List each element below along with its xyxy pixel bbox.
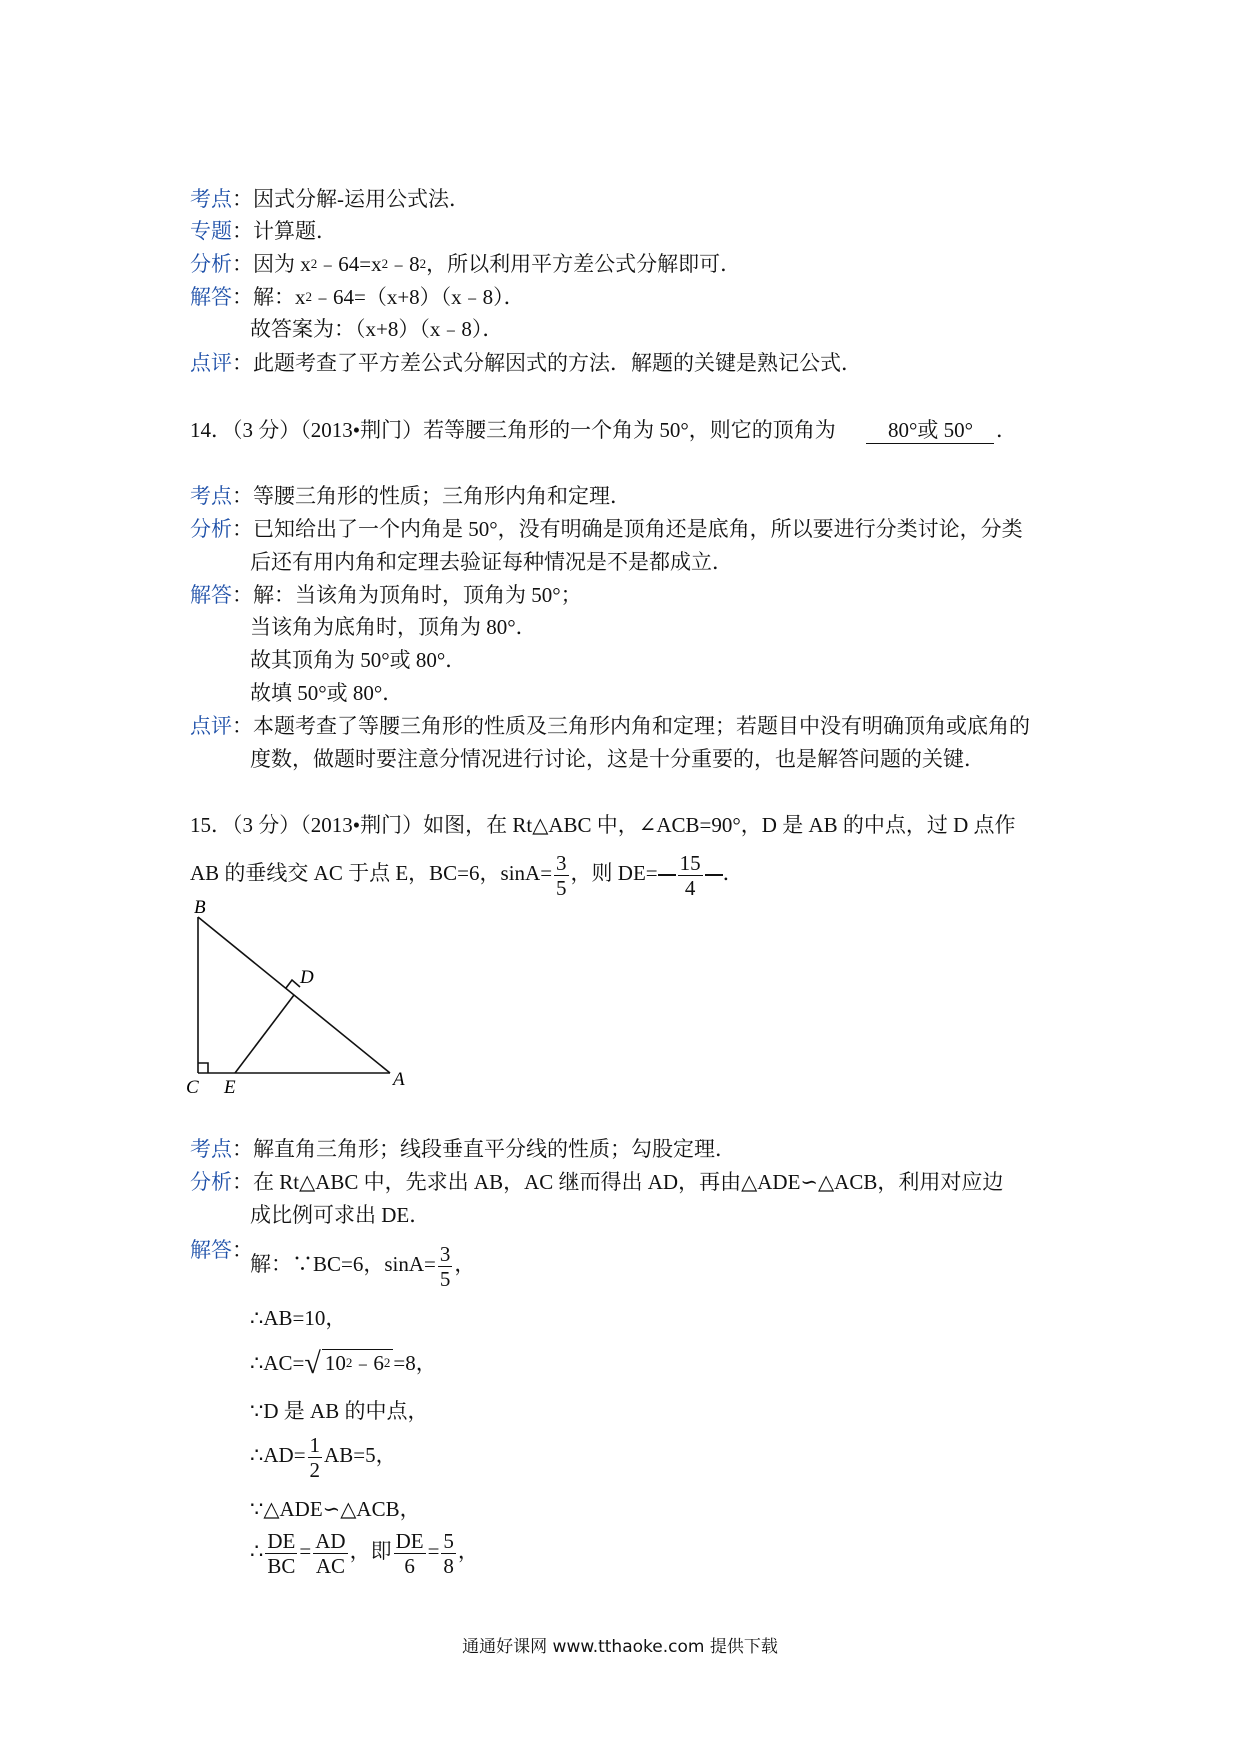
q15-step-2: ∴AB=10， xyxy=(250,1306,347,1330)
label-kaodian: 考点 xyxy=(190,1137,232,1161)
label-kaodian: 考点 xyxy=(190,484,232,508)
label-fenxi: 分析 xyxy=(190,252,232,276)
q15-answer-fraction: $\frac{15}{4}$ xyxy=(679,850,701,900)
q14-kaodian: 考点：等腰三角形的性质；三角形内角和定理． xyxy=(190,484,631,508)
q15-stem-1: 15．（3 分）（2013•荆门）如图，在 Rt△ABC 中，∠ACB=90°，D 是 AB 的中点，过 D 点作 xyxy=(190,813,1016,837)
q13-zhuanti: 专题：计算题． xyxy=(190,219,337,243)
q14-answer: 80°或 50° xyxy=(888,418,974,442)
q15-step-6: ∵△ADE∽△ACB， xyxy=(250,1497,421,1521)
q13-fenxi: 分析：因为 $x^2﹣64=x^2﹣8^2$，所以利用平方差公式分解即可． xyxy=(190,252,742,276)
q14-dianping-2: 度数，做题时要注意分情况进行讨论，这是十分重要的，也是解答问题的关键． xyxy=(250,747,985,771)
q13-answer-line: 故答案为：（x+8）（x﹣8）． xyxy=(250,317,504,341)
q14-fenxi: 分析：已知给出了一个内角是 50°，没有明确是顶角还是底角，所以要进行分类讨论，分类 xyxy=(190,517,1023,541)
q13-dianping: 点评：此题考查了平方差公式分解因式的方法．解题的关键是熟记公式． xyxy=(190,351,862,375)
label-E: E xyxy=(224,1077,236,1095)
q15-step-7: ∴ $\frac{DE}{BC}$ = $\frac{AD}{AC}$ ，即 $\frac{DE}{6}$ = $\frac{5}{8}$ ， xyxy=(250,1528,479,1578)
label-dianping: 点评 xyxy=(190,714,232,738)
q14-jieda-4: 故填 50°或 80°． xyxy=(250,681,404,705)
q14-jieda-2: 当该角为底角时，顶角为 80°． xyxy=(250,615,537,639)
triangle-figure xyxy=(180,895,420,1095)
q14-dianping: 点评：本题考查了等腰三角形的性质及三角形内角和定理；若题目中没有明确顶角或底角的 xyxy=(190,714,1030,738)
q15-step-3: ∴AC=√ $10^2﹣6^2 =8$， xyxy=(250,1347,437,1380)
q15-step-4: ∵D 是 AB 的中点， xyxy=(250,1399,429,1423)
q14-jieda: 解答：解：当该角为顶角时，顶角为 50°； xyxy=(190,583,582,607)
q13-kaodian: 考点：因式分解-运用公式法． xyxy=(190,187,470,211)
right-angle-D xyxy=(286,980,300,988)
q14-stem-end: ． xyxy=(996,418,1017,442)
label-jieda: 解答 xyxy=(190,285,232,309)
q15-stem-2: AB 的垂线交 AC 于点 E，BC=6，sinA= $\frac{3}{5}$ ，则 DE= $\frac{15}{4}$ ． xyxy=(190,850,744,900)
q15-jieda-label: 解答： xyxy=(190,1238,253,1262)
right-angle-C xyxy=(198,1063,208,1073)
label-jieda: 解答 xyxy=(190,1238,232,1262)
q13-jieda: 解答：解：$x^2﹣64=(x+8)(x﹣8)$． xyxy=(190,285,525,309)
q15-fenxi-2: 成比例可求出 DE． xyxy=(250,1203,431,1227)
label-A: A xyxy=(393,1069,405,1090)
q14-fenxi-2: 后还有用内角和定理去验证每种情况是不是都成立． xyxy=(250,550,733,574)
label-jieda: 解答 xyxy=(190,583,232,607)
label-fenxi: 分析 xyxy=(190,517,232,541)
segment-DE xyxy=(235,995,294,1073)
q15-fenxi: 分析：在 Rt△ABC 中，先求出 AB，AC 继而得出 AD，再由△ADE∽△ACB，利用对应边 xyxy=(190,1170,1004,1194)
q14-answer-underline xyxy=(866,443,994,444)
page-footer: 通通好课网 www.tthaoke.com 提供下载 xyxy=(462,1637,778,1657)
sqrt-expression: $10^2﹣6^2$ xyxy=(322,1349,394,1379)
answer-underline-left xyxy=(658,874,676,876)
q15-step-5: ∴AD= $\frac{1}{2}$ AB=5， xyxy=(250,1432,397,1482)
label-dianping: 点评 xyxy=(190,351,232,375)
q14-jieda-3: 故其顶角为 50°或 80°． xyxy=(250,648,467,672)
label-kaodian: 考点 xyxy=(190,187,232,211)
label-B: B xyxy=(194,897,206,918)
sinA-fraction: $\frac{3}{5}$ xyxy=(556,850,567,900)
q15-step-1: 解：∵BC=6，sinA= $\frac{3}{5}$ ， xyxy=(250,1241,476,1291)
label-fenxi: 分析 xyxy=(190,1170,232,1194)
q14-stem: 14．（3 分）（2013•荆门）若等腰三角形的一个角为 50°，则它的顶角为 xyxy=(190,418,836,442)
label-zhuanti: 专题 xyxy=(190,219,232,243)
label-D: D xyxy=(300,967,314,988)
q15-kaodian: 考点：解直角三角形；线段垂直平分线的性质；勾股定理． xyxy=(190,1137,736,1161)
label-C: C xyxy=(186,1077,199,1095)
answer-underline-right xyxy=(705,874,723,876)
